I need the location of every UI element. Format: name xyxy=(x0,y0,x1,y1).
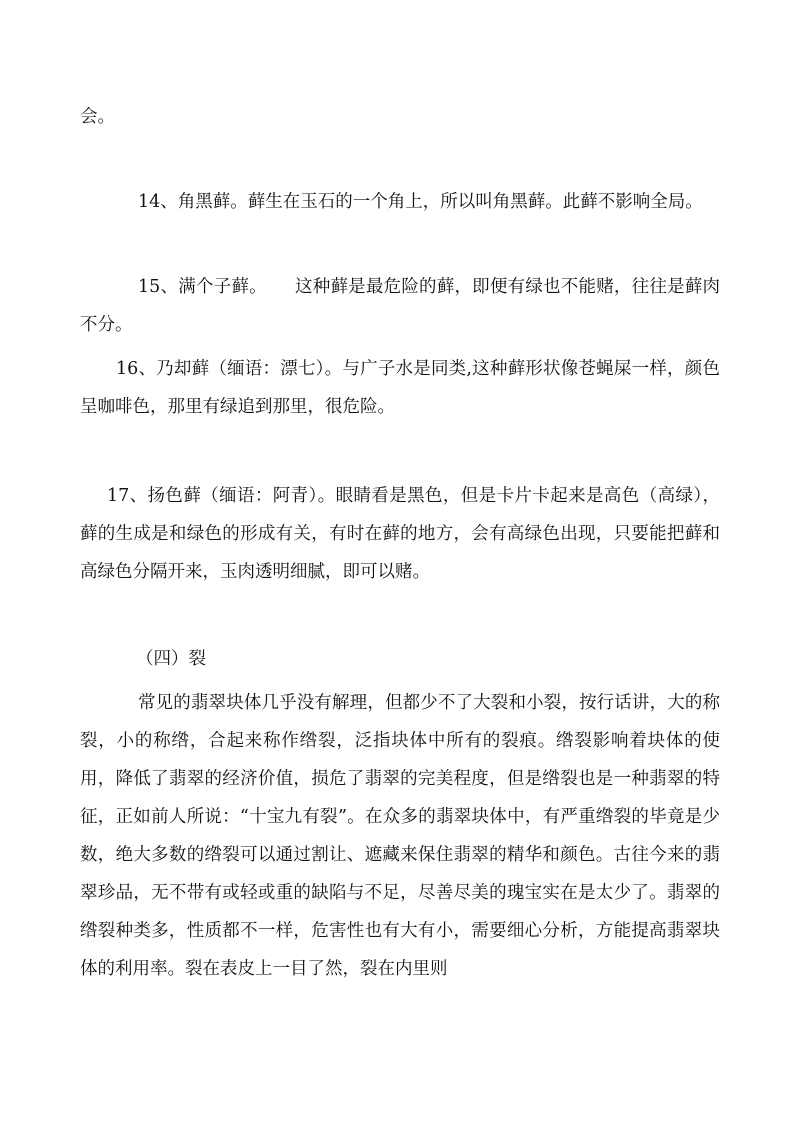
item-15-paragraph xyxy=(80,268,720,344)
item-14-paragraph: 14、角黑藓。藓生在玉石的一个角上，所以叫角黑藓。此藓不影响全局。 xyxy=(138,192,703,212)
item-15-text: 这种藓是最危险的藓，即便有绿也不能赌，往往是藓肉不分。 xyxy=(80,277,720,335)
continuation-text: 会。 xyxy=(80,107,115,127)
section-body-paragraph: 常见的翡翠块体几乎没有解理，但都少不了大裂和小裂，按行话讲，大的称裂，小的称绺，合起来称作绺裂，泛指块体中所有的裂痕。绺裂影响着块体的使用，降低了翡翠的经济价值，损危了翡翠的完美程度，但是绺裂也是一种翡翠的特征，正如前人所说：“十宝九有裂”。在众多的翡翠块体中，有严重绺裂的毕竟是少数，绝大多数的绺裂可以通过割让、遮藏来保住翡翠的精华和颜色。古往今来的翡翠珍品，无不带有或轻或重的缺陷与不足，尽善尽美的瑰宝实在是太少了。翡翠的绺裂种类多，性质都不一样，危害性也有大有小，需要细心分析，方能提高翡翠块体的利用率。裂在表皮上一目了然，裂在内里则 xyxy=(80,693,720,979)
item-17-paragraph: 17、扬色藓（缅语：阿青）。眼睛看是黑色，但是卡片卡起来是高色（高绿），藓的生成是和绿色的形成有关，有时在藓的地方，会有高绿色出现，只要能把藓和高绿色分隔开来，玉肉透明细腻，即可以赌。 xyxy=(80,486,720,582)
section-heading: （四）裂 xyxy=(136,649,206,669)
item-15-heading: 15、满个子藓。 xyxy=(138,277,267,297)
item-16-paragraph: 16、乃却藓（缅语：漂七）。与广子水是同类,这种藓形状像苍蝇屎一样，颜色呈咖啡色，那里有绿追到那里，很危险。 xyxy=(80,359,720,417)
